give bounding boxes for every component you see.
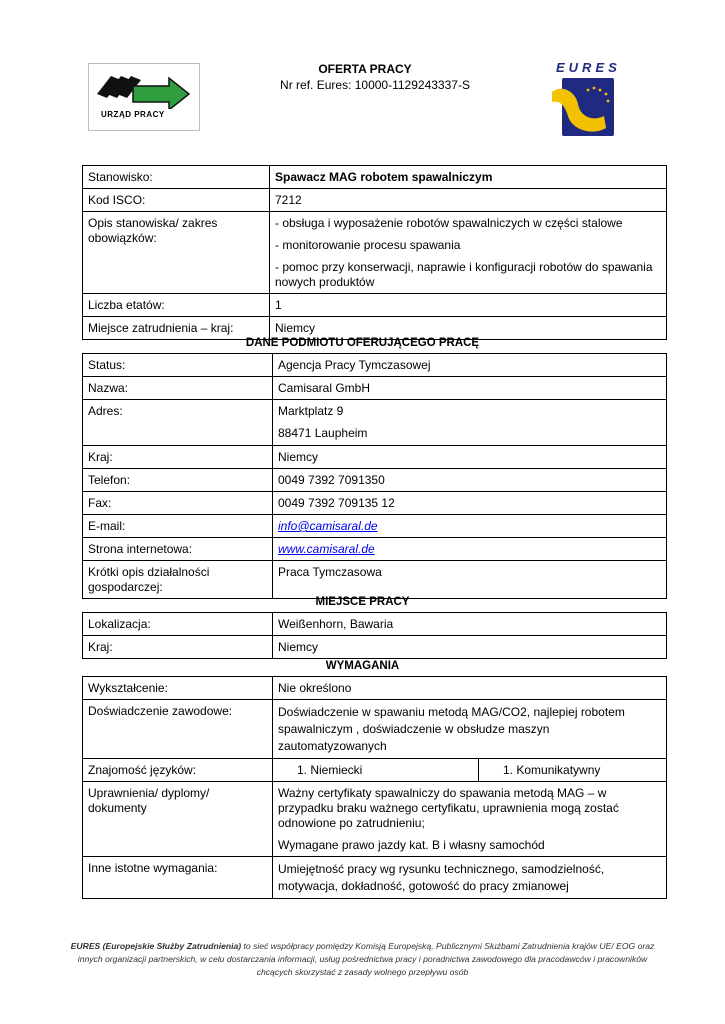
address-line-1: Marktplatz 9 — [278, 404, 344, 418]
reference-number: Nr ref. Eures: 10000-1129243337-S — [280, 78, 470, 92]
requirements-table — [82, 676, 667, 899]
activity-label: Krótki opis działalności gospodarczej: — [83, 561, 273, 599]
eures-logo — [548, 60, 621, 138]
languages-label: Znajomość języków: — [83, 759, 273, 782]
language-name: 1. Niemiecki — [273, 759, 479, 782]
education-label: Wykształcenie: — [83, 677, 273, 700]
website-link[interactable]: www.camisaral.de — [278, 542, 375, 556]
table-row — [83, 354, 667, 377]
urzad-pracy-logo-graphic — [89, 64, 199, 130]
email-label: E-mail: — [83, 515, 273, 538]
table-row — [83, 782, 667, 857]
company-name-label: Nazwa: — [83, 377, 273, 400]
activity-value: Praca Tymczasowa — [273, 561, 667, 599]
table-row — [83, 515, 667, 538]
education-value: Nie określono — [273, 677, 667, 700]
location-label: Miejsce zatrudnienia – kraj: — [83, 317, 270, 340]
address-label: Adres: — [83, 400, 273, 446]
table-row — [83, 189, 667, 212]
status-label: Status: — [83, 354, 273, 377]
workplace-section-title: MIEJSCE PRACY — [315, 596, 410, 608]
language-level: 1. Komunikatywny — [479, 759, 667, 782]
workplace-location-value: Weißenhorn, Bawaria — [273, 613, 667, 636]
experience-value: Doświadczenie w spawaniu metodą MAG/CO2, najlepiej robotem spawalniczym , doświadczenie w obsłudze maszyn zautomatyzowanych — [273, 700, 667, 759]
website-cell — [273, 538, 667, 561]
eures-logo-text: EURES — [556, 60, 621, 75]
table-row — [83, 469, 667, 492]
table-row — [83, 212, 667, 294]
urzad-pracy-logo-text: URZĄD PRACY — [101, 110, 165, 119]
eures-emblem — [548, 76, 618, 138]
fax-value: 0049 7392 709135 12 — [273, 492, 667, 515]
isco-value: 7212 — [270, 189, 667, 212]
table-row — [83, 294, 667, 317]
offer-table — [82, 165, 667, 340]
phone-value: 0049 7392 7091350 — [273, 469, 667, 492]
email-link[interactable]: info@camisaral.de — [278, 519, 378, 533]
company-name-value: Camisaral GmbH — [273, 377, 667, 400]
table-row — [83, 857, 667, 899]
certificates-text-2: Wymagane prawo jazdy kat. B i własny samochód — [278, 838, 545, 852]
positions-value: 1 — [270, 294, 667, 317]
table-row — [83, 561, 667, 599]
certificates-value — [273, 782, 667, 857]
position-label: Stanowisko: — [83, 166, 270, 189]
workplace-table — [82, 612, 667, 659]
address-line-2: 88471 Laupheim — [278, 426, 368, 440]
requirements-section-title: WYMAGANIA — [325, 660, 400, 672]
workplace-location-label: Lokalizacja: — [83, 613, 273, 636]
country-label: Kraj: — [83, 446, 273, 469]
phone-label: Telefon: — [83, 469, 273, 492]
duties-list — [270, 212, 667, 294]
table-row — [83, 400, 667, 446]
table-row — [83, 613, 667, 636]
footer-note — [60, 940, 665, 979]
table-row — [83, 166, 667, 189]
employer-section-title: DANE PODMIOTU OFERUJĄCEGO PRACĘ — [245, 337, 480, 349]
other-requirements-label: Inne istotne wymagania: — [83, 857, 273, 899]
duty-item: - pomoc przy konserwacji, naprawie i konfiguracji robotów do spawania nowych produktów — [275, 260, 653, 289]
table-row — [83, 538, 667, 561]
table-row — [83, 759, 667, 782]
certificates-text-1: Ważny certyfikaty spawalniczy do spawania metodą MAG – w przypadku braku ważnego certyfikatu, uprawnienia mogą zostać odnowione po zatrudnieniu; — [278, 786, 619, 830]
table-row — [83, 377, 667, 400]
country-value: Niemcy — [273, 446, 667, 469]
position-value: Spawacz MAG robotem spawalniczym — [270, 166, 667, 189]
duties-label: Opis stanowiska/ zakres obowiązków: — [83, 212, 270, 294]
certificates-label: Uprawnienia/ dyplomy/ dokumenty — [83, 782, 273, 857]
website-label: Strona internetowa: — [83, 538, 273, 561]
status-value: Agencja Pracy Tymczasowej — [273, 354, 667, 377]
duty-item: - obsługa i wyposażenie robotów spawalniczych w części stalowe — [275, 216, 623, 230]
address-value — [273, 400, 667, 446]
employer-table — [82, 353, 667, 599]
fax-label: Fax: — [83, 492, 273, 515]
table-row — [83, 677, 667, 700]
page-title: OFERTA PRACY — [318, 62, 412, 76]
isco-label: Kod ISCO: — [83, 189, 270, 212]
table-row — [83, 492, 667, 515]
workplace-country-value: Niemcy — [273, 636, 667, 659]
other-requirements-value: Umiejętność pracy wg rysunku technicznego, samodzielność, motywacja, dokładność, gotowość do pracy zmianowej — [273, 857, 667, 899]
location-value: Niemcy — [270, 317, 667, 340]
table-row — [83, 446, 667, 469]
urzad-pracy-logo — [88, 63, 200, 131]
footer-bold: EURES (Europejskie Służby Zatrudnienia) — [70, 941, 242, 951]
positions-label: Liczba etatów: — [83, 294, 270, 317]
email-cell — [273, 515, 667, 538]
table-row — [83, 636, 667, 659]
workplace-country-label: Kraj: — [83, 636, 273, 659]
table-row — [83, 700, 667, 759]
duty-item: - monitorowanie procesu spawania — [275, 238, 461, 252]
experience-label: Doświadczenie zawodowe: — [83, 700, 273, 759]
footer-text: to sieć współpracy pomiędzy Komisją Europejską, Publicznymi Służbami Zatrudnienia krajów UE/ EOG oraz innych organizacji partnerskich, w celu dostarczania informacji, usług pośrednictwa pracy i poradnictwa zawodowego dla pracodawców i pracowników chcących skorzystać z zasady wolnego przepływu osób — [77, 941, 655, 977]
